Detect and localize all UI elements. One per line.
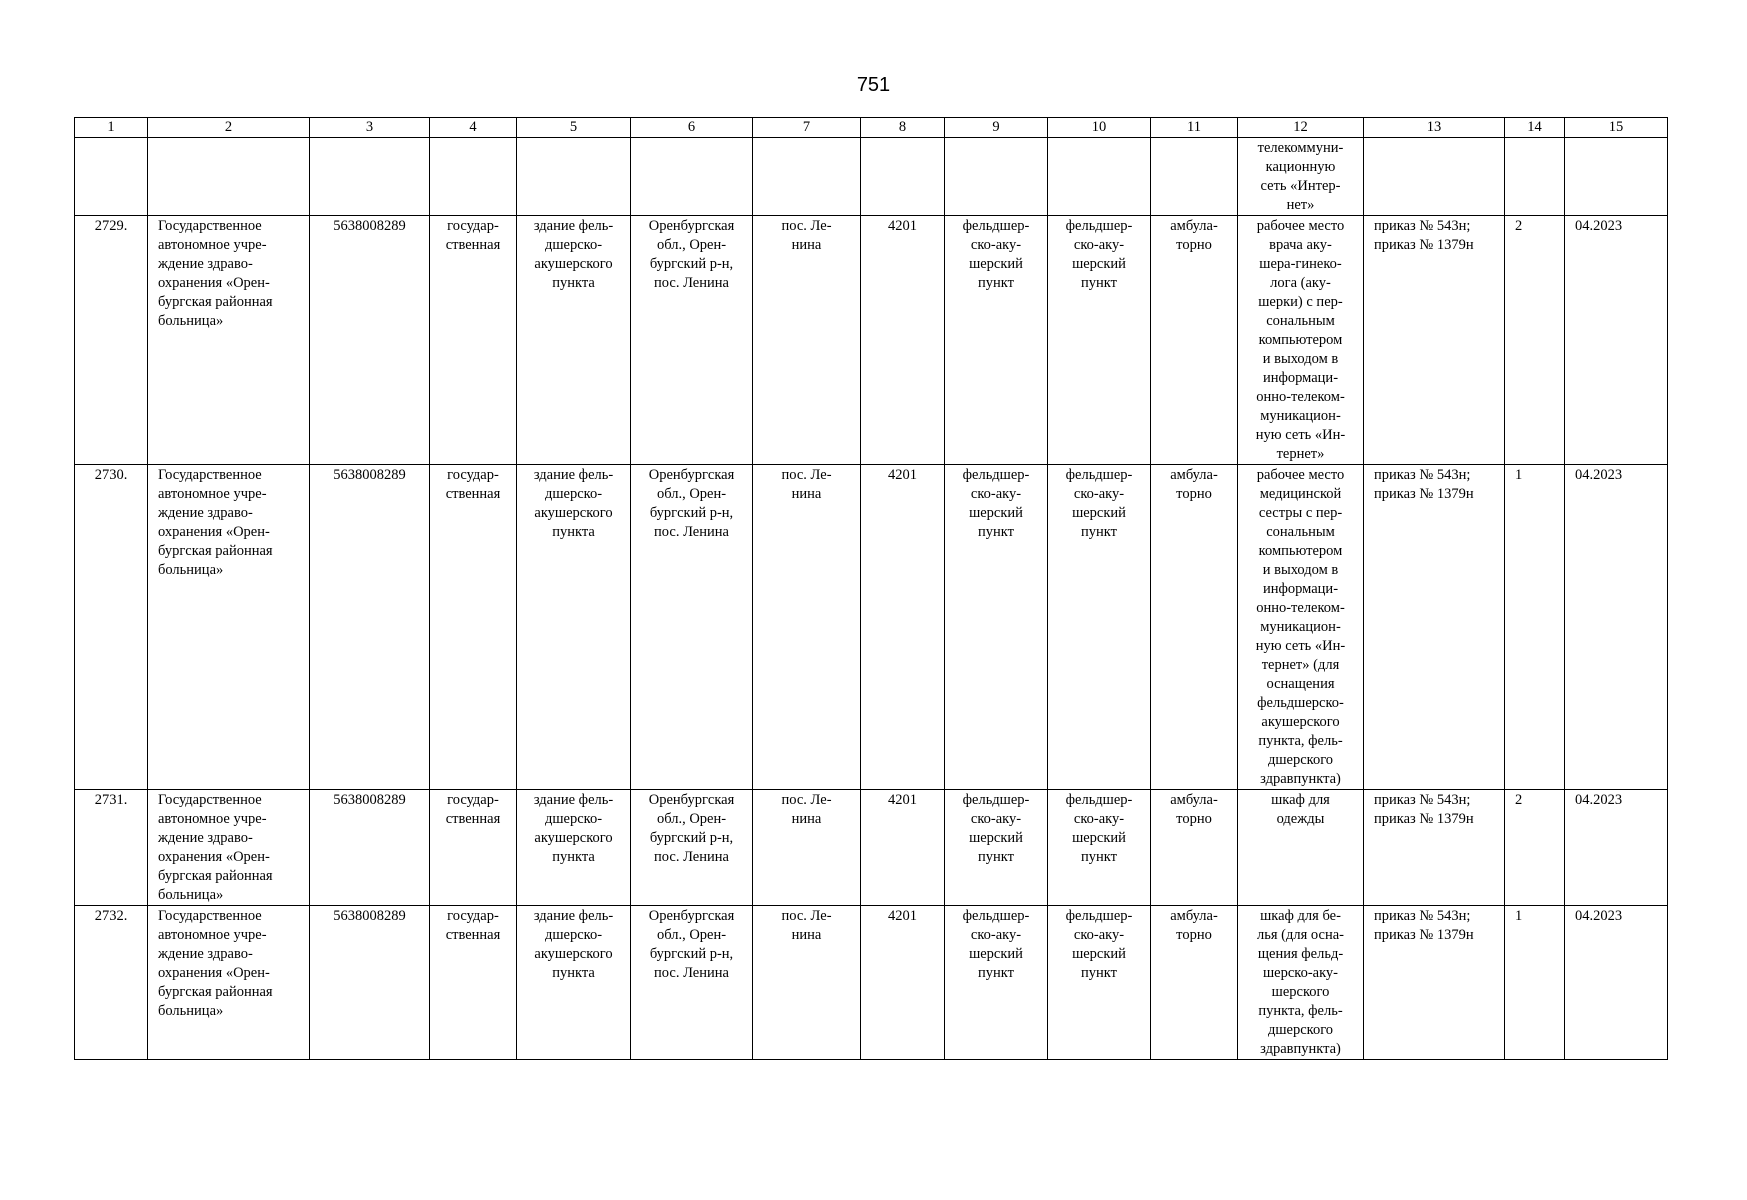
cell-ownership: государ- ственная — [430, 790, 517, 906]
column-header-legal-basis: 13 — [1364, 118, 1505, 138]
table-row — [75, 906, 1668, 1060]
cell-inn: 5638008289 — [310, 790, 430, 906]
cell-address: Оренбургская обл., Орен- бургский р-н, пос. Ленина — [631, 906, 753, 1060]
cell-equipment: телекоммуни- кационную сеть «Интер- нет» — [1238, 138, 1364, 216]
cell-inn: 5638008289 — [310, 906, 430, 1060]
table-row — [75, 790, 1668, 906]
column-header-unit-type: 9 — [945, 118, 1048, 138]
cell-settlement: пос. Ле- нина — [753, 465, 861, 790]
cell-care-mode — [1151, 138, 1238, 216]
cell-inn — [310, 138, 430, 216]
cell-row-number: 2732. — [75, 906, 148, 1060]
cell-building: здание фель- дшерско- акушерского пункта — [517, 906, 631, 1060]
cell-row-number — [75, 138, 148, 216]
cell-equipment: шкаф для бе- лья (для осна- щения фельд- шерско-аку- шерского пункта, фель- дшерского здравпункта) — [1238, 906, 1364, 1060]
registry-table — [74, 117, 1668, 1060]
cell-quantity: 1 — [1505, 906, 1565, 1060]
cell-quantity: 1 — [1505, 465, 1565, 790]
page-number: 751 — [856, 74, 891, 96]
table-row — [75, 465, 1668, 790]
column-header-date: 15 — [1565, 118, 1668, 138]
cell-ownership: государ- ственная — [430, 216, 517, 465]
cell-row-number: 2729. — [75, 216, 148, 465]
cell-address: Оренбургская обл., Орен- бургский р-н, пос. Ленина — [631, 790, 753, 906]
cell-settlement: пос. Ле- нина — [753, 216, 861, 465]
cell-unit-name: фельдшер- ско-аку- шерский пункт — [1048, 906, 1151, 1060]
continuation-row — [75, 138, 1668, 216]
cell-inn: 5638008289 — [310, 465, 430, 790]
column-header-quantity: 14 — [1505, 118, 1565, 138]
cell-organization: Государственное автономное учре- ждение здраво- охранения «Орен- бургская районная больница» — [148, 465, 310, 790]
cell-address — [631, 138, 753, 216]
cell-equipment: шкаф для одежды — [1238, 790, 1364, 906]
cell-code: 4201 — [861, 465, 945, 790]
cell-settlement: пос. Ле- нина — [753, 906, 861, 1060]
cell-legal-basis: приказ № 543н; приказ № 1379н — [1364, 465, 1505, 790]
cell-legal-basis: приказ № 543н; приказ № 1379н — [1364, 906, 1505, 1060]
column-header-code: 8 — [861, 118, 945, 138]
cell-unit-type: фельдшер- ско-аку- шерский пункт — [945, 906, 1048, 1060]
header-row — [75, 118, 1668, 138]
cell-date: 04.2023 — [1565, 790, 1668, 906]
cell-settlement — [753, 138, 861, 216]
cell-care-mode: амбула- торно — [1151, 906, 1238, 1060]
cell-settlement: пос. Ле- нина — [753, 790, 861, 906]
cell-unit-type: фельдшер- ско-аку- шерский пункт — [945, 216, 1048, 465]
cell-address: Оренбургская обл., Орен- бургский р-н, пос. Ленина — [631, 465, 753, 790]
cell-date: 04.2023 — [1565, 216, 1668, 465]
column-header-building: 5 — [517, 118, 631, 138]
table-body — [75, 138, 1668, 1060]
cell-legal-basis: приказ № 543н; приказ № 1379н — [1364, 216, 1505, 465]
cell-row-number: 2730. — [75, 465, 148, 790]
cell-row-number: 2731. — [75, 790, 148, 906]
cell-quantity: 2 — [1505, 790, 1565, 906]
cell-care-mode: амбула- торно — [1151, 790, 1238, 906]
cell-unit-type — [945, 138, 1048, 216]
cell-address: Оренбургская обл., Орен- бургский р-н, пос. Ленина — [631, 216, 753, 465]
cell-code: 4201 — [861, 216, 945, 465]
cell-unit-type: фельдшер- ско-аку- шерский пункт — [945, 790, 1048, 906]
cell-building: здание фель- дшерско- акушерского пункта — [517, 790, 631, 906]
column-header-settlement: 7 — [753, 118, 861, 138]
cell-unit-name — [1048, 138, 1151, 216]
column-header-inn: 3 — [310, 118, 430, 138]
cell-ownership: государ- ственная — [430, 465, 517, 790]
cell-code — [861, 138, 945, 216]
cell-unit-name: фельдшер- ско-аку- шерский пункт — [1048, 216, 1151, 465]
cell-ownership — [430, 138, 517, 216]
cell-organization: Государственное автономное учре- ждение здраво- охранения «Орен- бургская районная больница» — [148, 906, 310, 1060]
column-header-row-number: 1 — [75, 118, 148, 138]
cell-unit-name: фельдшер- ско-аку- шерский пункт — [1048, 465, 1151, 790]
column-header-organization: 2 — [148, 118, 310, 138]
cell-unit-name: фельдшер- ско-аку- шерский пункт — [1048, 790, 1151, 906]
cell-date: 04.2023 — [1565, 465, 1668, 790]
column-header-equipment: 12 — [1238, 118, 1364, 138]
cell-organization: Государственное автономное учре- ждение здраво- охранения «Орен- бургская районная больница» — [148, 216, 310, 465]
cell-quantity: 2 — [1505, 216, 1565, 465]
cell-legal-basis: приказ № 543н; приказ № 1379н — [1364, 790, 1505, 906]
cell-organization — [148, 138, 310, 216]
cell-code: 4201 — [861, 790, 945, 906]
column-header-unit-name: 10 — [1048, 118, 1151, 138]
cell-care-mode: амбула- торно — [1151, 465, 1238, 790]
cell-care-mode: амбула- торно — [1151, 216, 1238, 465]
column-header-address: 6 — [631, 118, 753, 138]
table-row — [75, 216, 1668, 465]
cell-equipment: рабочее место врача аку- шера-гинеко- лога (аку- шерки) с пер- сональным компьютером и выходом в информаци- онно-телеком- муникацион- ную сеть «Ин- тернет» — [1238, 216, 1364, 465]
column-header-care-mode: 11 — [1151, 118, 1238, 138]
cell-organization: Государственное автономное учре- ждение здраво- охранения «Орен- бургская районная больница» — [148, 790, 310, 906]
cell-unit-type: фельдшер- ско-аку- шерский пункт — [945, 465, 1048, 790]
cell-date: 04.2023 — [1565, 906, 1668, 1060]
cell-quantity — [1505, 138, 1565, 216]
cell-building: здание фель- дшерско- акушерского пункта — [517, 465, 631, 790]
cell-inn: 5638008289 — [310, 216, 430, 465]
table-header — [75, 118, 1668, 138]
column-header-ownership: 4 — [430, 118, 517, 138]
cell-equipment: рабочее место медицинской сестры с пер- сональным компьютером и выходом в информаци- онно-телеком- муникацион- ную сеть «Ин- тернет» (для оснащения фельдшерско- акушерского пункта, фель- дшерского здравпункта) — [1238, 465, 1364, 790]
cell-building: здание фель- дшерско- акушерского пункта — [517, 216, 631, 465]
cell-legal-basis — [1364, 138, 1505, 216]
cell-code: 4201 — [861, 906, 945, 1060]
cell-building — [517, 138, 631, 216]
cell-date — [1565, 138, 1668, 216]
cell-ownership: государ- ственная — [430, 906, 517, 1060]
